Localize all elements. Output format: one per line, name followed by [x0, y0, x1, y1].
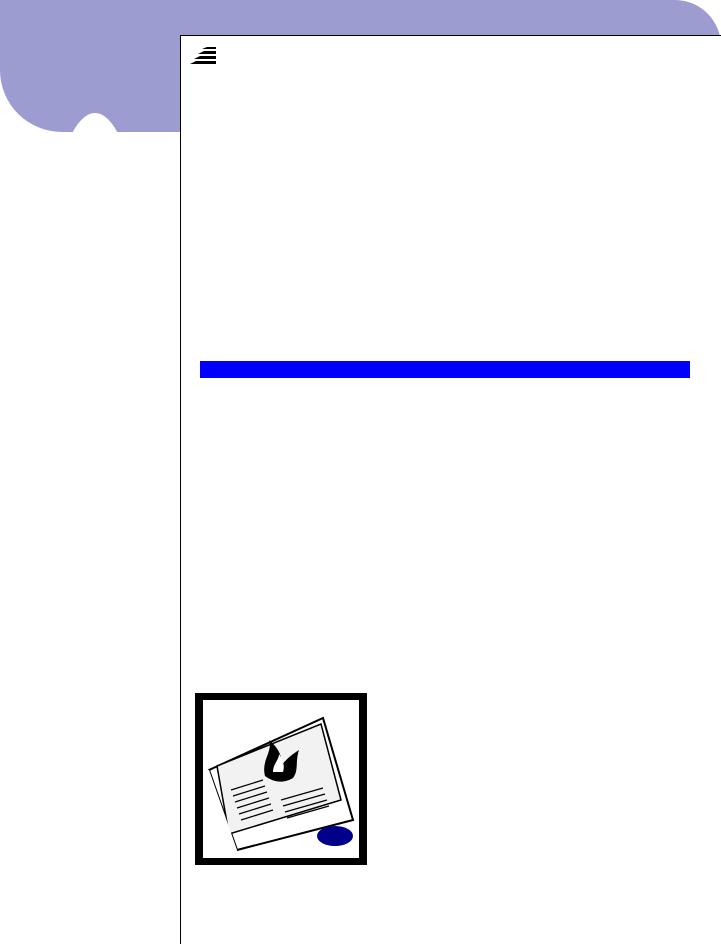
newspaper-with-flame-icon [203, 700, 359, 858]
starburst-badge-icon [30, 78, 160, 468]
mission-heading-bar [200, 361, 690, 378]
stacked-lines-logo-icon [188, 46, 218, 66]
